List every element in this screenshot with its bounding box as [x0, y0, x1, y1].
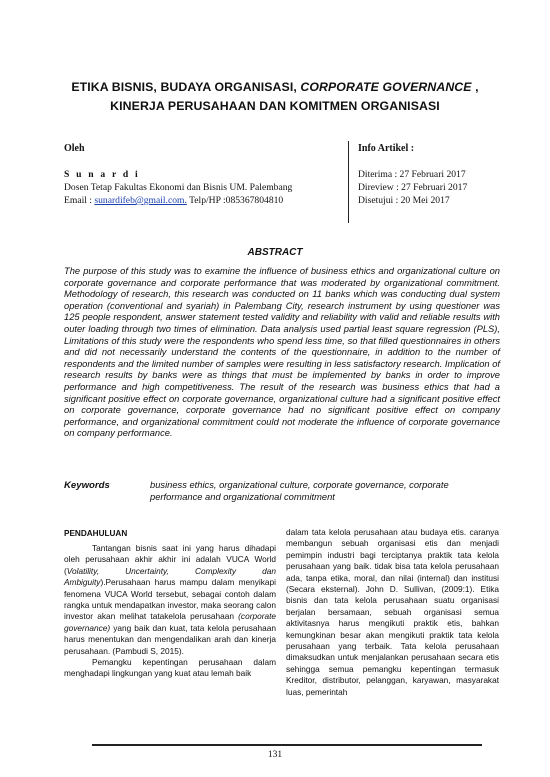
- author-name: S u n a r d i: [64, 169, 140, 180]
- abstract-heading: ABSTRACT: [247, 247, 303, 258]
- accepted-date: Disetujui : 20 Mei 2017: [358, 195, 450, 206]
- abstract-text: The purpose of this study was to examine the influence of business ethics and organizational culture on corporate governance and corporate performance that was moderated by organizational commitment. Methodology of research, this research was conducted on 11 banks which was conducting dual system operation (conventional and syariah) in Palembang City, research instrument by using questioner was 125 people respondent, answer statement tested validity and reliability with valid and reliable results with outer loading through two times of elimination. Data analysis used partial least square regression (PLS), Limitations of this study were the respondents who spend less time, so that filled questionnaires in others and did not necessarily understand the contents of the questionnaire, in addition to the number of respondents and the limited number of samples were resulting in less satisfactory research. Implication of research results by banks were as things that must be implemented by banks in order to improve performance and high competitiveness. The result of the research was business ethics that had a significant positive effect on corporate governance, organizational culture had a significant positive effect on corporate governance, corporate governance had no significant positive effect on company performance, and organizational commitment could not moderate the influence of corporate governance on company performance.: [64, 266, 500, 439]
- footer-rule: [92, 744, 482, 746]
- section-heading-introduction: PENDAHULUAN: [64, 529, 128, 538]
- intro-right-column: [286, 527, 499, 698]
- author-block: [64, 142, 344, 207]
- intro-paragraph-1: Tantangan bisnis saat ini yang harus dihadapi oleh perusahaan akhir akhir ini adalah VUCA World (Volatility, Uncertainty, Complexity dan Ambiguity).Perusahaan harus mampu dalam menyikapi fenomena VUCA World tersebut, sebagai contoh dalam rangka untuk mendapatkan investor, maka seorang calon investor akan melihat tatakelola perusahaan (corporate governance) yang baik dan kuat, tata kelola perusahaan harus menentukan dan mengendalikan arah dan kinerja perusahaan. (Pambudi S, 2015).: [64, 543, 276, 656]
- info-divider: [348, 141, 349, 223]
- article-info-block: [358, 142, 498, 207]
- page-number: 131: [267, 750, 283, 760]
- author-affiliation: Dosen Tetap Fakultas Ekonomi dan Bisnis UM. Palembang: [64, 182, 293, 193]
- article-info-label: Info Artikel :: [358, 143, 415, 154]
- email-link[interactable]: sunardifeb@gmail.com.: [94, 195, 187, 206]
- title-line-1: ETIKA BISNIS, BUDAYA ORGANISASI, CORPORATE GOVERNANCE ,: [71, 80, 479, 94]
- title-line-2: KINERJA PERUSAHAAN DAN KOMITMEN ORGANISASI: [110, 99, 440, 113]
- intro-paragraph-3: dalam tata kelola perusahaan atau budaya etis. caranya membangun sebuah organisasi etis dan menjadi pemimpin industri bagi terciptanya praktik tata kelola perusahaan yang baik. tidak bisa tata kelola perusahaan ada, tanpa etika, moral, dan nilai (internal) dan institusi (Secara eksternal). John D. Sullivan, (2009:1). Etika bisnis dan tata kelola perusahaan suatu organisasi berjalan bersamaan, sebuah organisasi semua aktivitasnya harus mengikuti praktik etis, bahkan kemungkinan besar akan mengikuti praktik tata kelola perusahaan yang terbaik. Tata kelola perusahaan dimaksudkan untuk menjalankan perusahaan secara etis sehingga semua pemangku kepentingan termasuk Kreditor, distributor, pelanggan, karyawan, masyarakat luas, pemerintah: [286, 527, 499, 697]
- author-contact: Email : sunardifeb@gmail.com. Telp/HP :085367804810: [64, 195, 284, 206]
- intro-paragraph-2: Pemangku kepentingan perusahaan dalam menghadapi lingkungan yang kuat atau lemah baik: [64, 657, 276, 679]
- keywords-label: Keywords: [64, 480, 110, 491]
- author-label: Oleh: [64, 143, 85, 154]
- intro-left-column: [64, 543, 276, 680]
- reviewed-date: Direview : 27 Februari 2017: [358, 182, 468, 193]
- keywords-text: business ethics, organizational culture, corporate governance, corporate performance and organizational commitment: [150, 480, 449, 502]
- received-date: Diterima : 27 Februari 2017: [358, 169, 466, 180]
- paper-title: [60, 78, 490, 116]
